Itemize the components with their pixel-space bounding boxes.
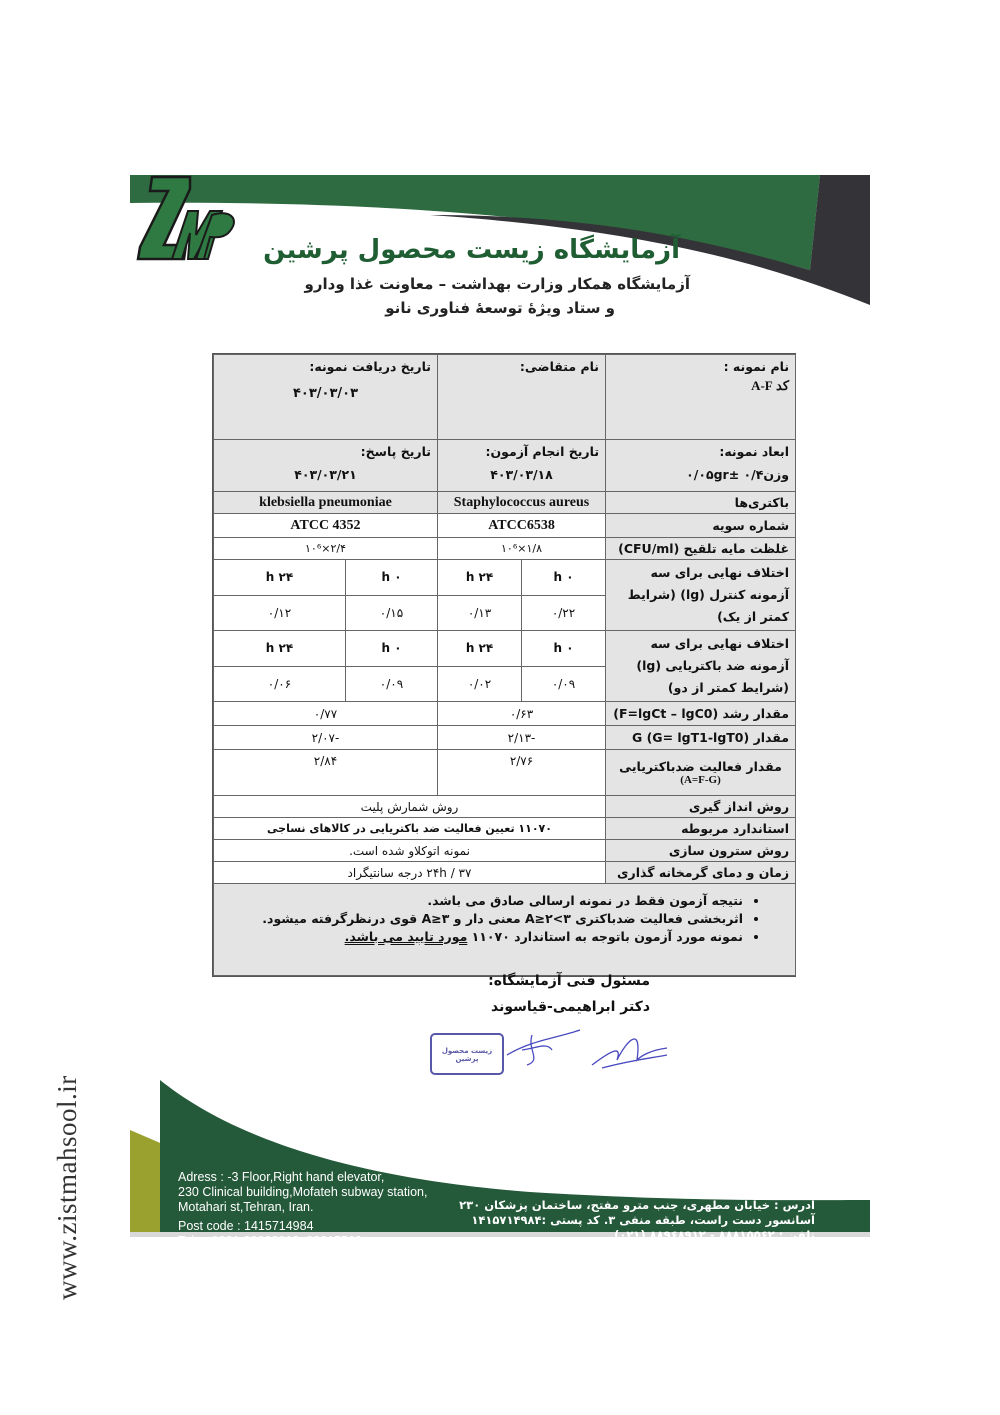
control-value: ۰/۱۵	[346, 595, 438, 631]
signature-icon	[502, 1020, 672, 1080]
dimensions-value: وزن۰/۴ ±۰/۰۵gr	[686, 467, 790, 482]
address-line: 230 Clinical building,Mofateh subway station,	[178, 1185, 428, 1199]
g-label: مقدار G (G= lgT1-lgT0)	[606, 726, 796, 750]
antibacterial-time-header: ۰ h	[346, 631, 438, 667]
technical-manager-name: دکتر ابراهیمی-قیاسوند	[491, 999, 650, 1015]
note-item	[224, 929, 743, 944]
postcode: Post code : 1415714984	[178, 1219, 314, 1233]
control-time-header: ۲۴ h	[438, 560, 522, 596]
incubation-value: ۲۴h / ۳۷ درجه سانتیگراد	[214, 862, 606, 884]
address-line: آدرس : خیابان مطهری، جنب مترو مفتح، ساختمان پزشکان ۲۳۰	[459, 1198, 815, 1212]
bacteria-2: klebsiella pneumoniae	[214, 492, 438, 514]
note-item: • اثربخشی فعالیت ضدباکتری ۳>A≥۲ معنی دار و A≥۳ قوی درنظرگرفته میشود.	[224, 911, 743, 926]
standard-label: استاندارد مربوطه	[606, 818, 796, 840]
response-date: ۴۰۳/۰۳/۲۱	[294, 467, 357, 482]
response-date-label: تاریخ پاسخ:	[360, 444, 431, 459]
incubation-label: زمان و دمای گرمخانه گذاری	[606, 862, 796, 884]
method-label: روش انداز گیری	[606, 796, 796, 818]
activity-label-cell	[606, 750, 796, 796]
control-value: ۰/۱۲	[214, 595, 346, 631]
address-line: Adress : -3 Floor,Right hand elevator,	[178, 1170, 385, 1184]
growth-value-1: ۰/۶۳	[438, 702, 606, 726]
stamp-text: زیست محصول پرشین	[441, 1047, 493, 1063]
test-date: ۴۰۳/۰۳/۱۸	[490, 467, 553, 482]
address-line: تلفن : ۸۸۸۱۵۵۶۲ - ۸۸۹۶۸۹۱۲ (۰۲۱)	[614, 1228, 815, 1242]
website-link[interactable]: www.zistmahsool.ir	[52, 1075, 82, 1300]
sample-name-cell	[606, 355, 796, 440]
antibacterial-value: ۰/۰۶	[214, 666, 346, 702]
antibacterial-value: ۰/۰۹	[346, 666, 438, 702]
control-time-header: ۰ h	[522, 560, 606, 596]
inoculum-2: ۲/۴×۱۰⁶	[214, 538, 438, 560]
sterilization-label: روش سترون سازی	[606, 840, 796, 862]
receipt-date-cell	[214, 355, 438, 440]
receipt-date-label: تاریخ دریافت نمونه:	[309, 359, 431, 374]
antibacterial-value: ۰/۰۲	[438, 666, 522, 702]
g-value-2: -۲/۰۷	[214, 726, 438, 750]
sterilization-value: نمونه اتوکلاو شده است.	[214, 840, 606, 862]
growth-value-2: ۰/۷۷	[214, 702, 438, 726]
telephone: Tel : +9821-88968912, 88815562	[178, 1234, 362, 1248]
g-value-1: -۲/۱۳	[438, 726, 606, 750]
lab-subtitle-2: و ستاد ویژهٔ توسعهٔ فناوری نانو	[385, 299, 615, 317]
control-time-header: ۲۴ h	[214, 560, 346, 596]
test-report-table	[212, 353, 796, 977]
dimensions-label: ابعاد نمونه:	[719, 444, 790, 459]
receipt-date: ۴۰۳/۰۳/۰۳	[292, 386, 359, 401]
certificate-page	[52, 175, 870, 1300]
address-english	[178, 1170, 427, 1249]
approval-text: مورد تایید می باشد.	[344, 929, 468, 944]
method-value: روش شمارش پلیت	[214, 796, 606, 818]
letterhead-footer	[130, 1080, 870, 1248]
applicant-cell	[438, 355, 606, 440]
inoculum-1: ۱/۸×۱۰⁶	[438, 538, 606, 560]
antibacterial-time-header: ۰ h	[522, 631, 606, 667]
strain-1: ATCC6538	[438, 514, 606, 538]
note-text: نمونه مورد آزمون باتوجه به استاندارد ۱۱۰۷۰	[467, 929, 744, 944]
notes-section	[214, 884, 796, 976]
dimensions-cell	[606, 440, 796, 492]
antibacterial-value: ۰/۰۹	[522, 666, 606, 702]
test-date-cell	[438, 440, 606, 492]
lab-title: آزمایشگاه زیست محصول پرشین	[263, 235, 680, 265]
address-line: Motahari st,Tehran, Iran.	[178, 1200, 314, 1214]
strain-label: شماره سویه	[606, 514, 796, 538]
inoculum-label: غلظت مایه تلقیح (CFU/ml)	[606, 538, 796, 560]
control-value: ۰/۲۲	[522, 595, 606, 631]
sample-name-label: نام نمونه :	[723, 359, 790, 374]
zmp-logo-icon	[130, 175, 240, 270]
technical-manager-title: مسئول فنی آزمایشگاه:	[488, 973, 650, 989]
sample-code: کد A-F	[751, 378, 790, 393]
control-value: ۰/۱۳	[438, 595, 522, 631]
antibacterial-label: اختلاف نهایی برای سه آزمونه ضد باکتریایی (lg) (شرایط کمتر از دو)	[606, 631, 796, 702]
note-item: • نتیجه آزمون فقط در نمونه ارسالی صادق می باشد.	[224, 893, 743, 908]
response-date-cell	[214, 440, 438, 492]
strain-2: ATCC 4352	[214, 514, 438, 538]
control-label: اختلاف نهایی برای سه آزمونه کنترل (lg) (شرایط کمتر از یک)	[606, 560, 796, 631]
address-persian	[459, 1198, 815, 1243]
activity-formula: (A=F-G)	[680, 774, 721, 786]
activity-label: مقدار فعالیت ضدباکتریایی	[619, 759, 782, 774]
growth-label: مقدار رشد (F=lgCt – lgC0)	[606, 702, 796, 726]
control-time-header: ۰ h	[346, 560, 438, 596]
antibacterial-time-header: ۲۴ h	[214, 631, 346, 667]
bacteria-1: Staphylococcus aureus	[438, 492, 606, 514]
activity-value-1: ۲/۷۶	[438, 750, 606, 796]
standard-value: ۱۱۰۷۰ تعیین فعالیت ضد باکتریایی در کالاهای نساجی	[214, 818, 606, 840]
antibacterial-time-header: ۲۴ h	[438, 631, 522, 667]
address-line: آسانسور دست راست، طبقه منفی ۳. کد پستی :۱۴۱۵۷۱۴۹۸۴	[471, 1213, 815, 1227]
bacteria-label: باکتری‌ها	[606, 492, 796, 514]
lab-subtitle-1: آزمایشگاه همکار وزارت بهداشت – معاونت غذا ودارو	[304, 275, 690, 293]
lab-stamp	[430, 1033, 504, 1075]
activity-value-2: ۲/۸۴	[214, 750, 438, 796]
applicant-label: نام متقاضی:	[519, 359, 600, 374]
letterhead-header	[130, 175, 870, 325]
test-date-label: تاریخ انجام آزمون:	[485, 444, 600, 459]
